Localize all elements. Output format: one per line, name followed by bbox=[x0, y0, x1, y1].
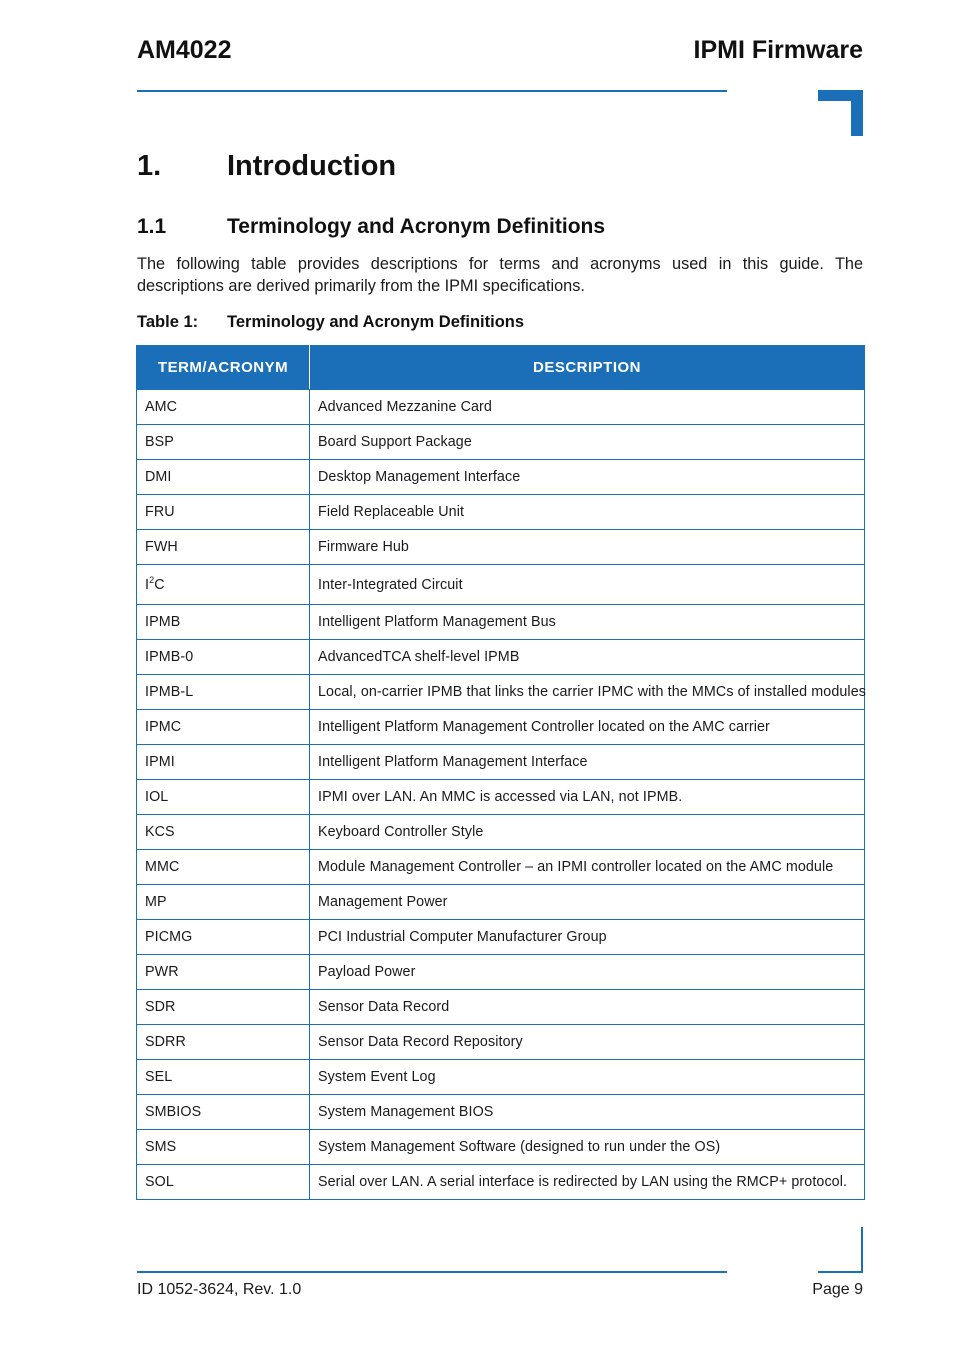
term-cell: IPMB-0 bbox=[137, 640, 310, 675]
description-cell: System Event Log bbox=[310, 1060, 865, 1095]
table-caption-title: Terminology and Acronym Definitions bbox=[227, 313, 525, 331]
description-cell: AdvancedTCA shelf-level IPMB bbox=[310, 640, 865, 675]
table-row bbox=[137, 1025, 865, 1060]
description-cell: Intelligent Platform Management Bus bbox=[310, 605, 865, 640]
table-row bbox=[137, 675, 865, 710]
table-row bbox=[137, 460, 865, 495]
table-row bbox=[137, 495, 865, 530]
term-cell: SMBIOS bbox=[137, 1095, 310, 1130]
description-cell: Serial over LAN. A serial interface is redirected by LAN using the RMCP+ protocol. bbox=[310, 1165, 865, 1200]
description-cell: Firmware Hub bbox=[310, 530, 865, 565]
description-cell: Keyboard Controller Style bbox=[310, 815, 865, 850]
chapter-title: Introduction bbox=[227, 150, 397, 182]
table-row bbox=[137, 885, 865, 920]
term-cell: MP bbox=[137, 885, 310, 920]
term-cell: SDRR bbox=[137, 1025, 310, 1060]
term-cell: IPMI bbox=[137, 745, 310, 780]
table-row bbox=[137, 920, 865, 955]
term-cell: SDR bbox=[137, 990, 310, 1025]
footer-rule bbox=[137, 1271, 727, 1273]
term-cell: IPMB-L bbox=[137, 675, 310, 710]
description-cell: Sensor Data Record Repository bbox=[310, 1025, 865, 1060]
term-cell: IPMC bbox=[137, 710, 310, 745]
table-row bbox=[137, 1165, 865, 1200]
header-rule bbox=[137, 90, 727, 92]
column-header-term: TERM/ACRONYM bbox=[137, 346, 310, 390]
term-cell: SEL bbox=[137, 1060, 310, 1095]
description-cell: Management Power bbox=[310, 885, 865, 920]
chapter-number: 1. bbox=[137, 150, 162, 182]
term-cell: SOL bbox=[137, 1165, 310, 1200]
terminology-table bbox=[136, 345, 865, 1200]
description-cell: Intelligent Platform Management Controller located on the AMC carrier bbox=[310, 710, 865, 745]
column-header-description: DESCRIPTION bbox=[310, 346, 865, 390]
description-cell: System Management Software (designed to run under the OS) bbox=[310, 1130, 865, 1165]
description-cell: Advanced Mezzanine Card bbox=[310, 390, 865, 425]
description-cell: Intelligent Platform Management Interface bbox=[310, 745, 865, 780]
description-cell: Module Management Controller – an IPMI controller located on the AMC module bbox=[310, 850, 865, 885]
table-row bbox=[137, 640, 865, 675]
document-subject: IPMI Firmware bbox=[693, 36, 863, 64]
term-cell: MMC bbox=[137, 850, 310, 885]
table-row bbox=[137, 710, 865, 745]
page-number: Page 9 bbox=[812, 1281, 863, 1298]
term-cell: PWR bbox=[137, 955, 310, 990]
description-cell: Desktop Management Interface bbox=[310, 460, 865, 495]
description-cell: Inter-Integrated Circuit bbox=[310, 565, 865, 605]
table-body bbox=[137, 390, 865, 1200]
table-row bbox=[137, 990, 865, 1025]
term-cell: DMI bbox=[137, 460, 310, 495]
table-row bbox=[137, 780, 865, 815]
table-row bbox=[137, 955, 865, 990]
footer-corner-mark-base bbox=[818, 1271, 863, 1273]
term-cell: IPMB bbox=[137, 605, 310, 640]
term-cell: $I^2C$ bbox=[137, 565, 310, 605]
intro-paragraph: The following table provides descriptions for terms and acronyms used in this guide. The descriptions are derived primarily from the IPMI specifications. bbox=[137, 255, 863, 295]
document-title: AM4022 bbox=[137, 36, 232, 64]
section-number: 1.1 bbox=[137, 215, 167, 238]
description-cell: IPMI over LAN. An MMC is accessed via LAN, not IPMB. bbox=[310, 780, 865, 815]
section-title: Terminology and Acronym Definitions bbox=[227, 215, 606, 238]
description-cell: PCI Industrial Computer Manufacturer Group bbox=[310, 920, 865, 955]
term-cell: PICMG bbox=[137, 920, 310, 955]
footer-corner-mark bbox=[861, 1227, 863, 1273]
term-cell: SMS bbox=[137, 1130, 310, 1165]
term-cell: AMC bbox=[137, 390, 310, 425]
table-caption-label: Table 1: bbox=[137, 313, 199, 331]
description-cell: Field Replaceable Unit bbox=[310, 495, 865, 530]
description-cell: Board Support Package bbox=[310, 425, 865, 460]
table-row bbox=[137, 1095, 865, 1130]
table-header-row bbox=[137, 346, 865, 390]
description-cell: Local, on-carrier IPMB that links the carrier IPMC with the MMCs of installed modules bbox=[310, 675, 865, 710]
header-corner-mark bbox=[818, 90, 863, 136]
term-cell: FWH bbox=[137, 530, 310, 565]
term-cell: KCS bbox=[137, 815, 310, 850]
table-row bbox=[137, 850, 865, 885]
description-cell: Payload Power bbox=[310, 955, 865, 990]
table-row bbox=[137, 530, 865, 565]
table-row bbox=[137, 815, 865, 850]
term-cell: IOL bbox=[137, 780, 310, 815]
table-row bbox=[137, 1060, 865, 1095]
description-cell: Sensor Data Record bbox=[310, 990, 865, 1025]
document-id: ID 1052-3624, Rev. 1.0 bbox=[137, 1281, 302, 1298]
term-cell: FRU bbox=[137, 495, 310, 530]
table-row bbox=[137, 745, 865, 780]
term-cell: BSP bbox=[137, 425, 310, 460]
table-row bbox=[137, 605, 865, 640]
table-row bbox=[137, 1130, 865, 1165]
table-row bbox=[137, 425, 865, 460]
table-row bbox=[137, 390, 865, 425]
table-row bbox=[137, 565, 865, 605]
description-cell: System Management BIOS bbox=[310, 1095, 865, 1130]
